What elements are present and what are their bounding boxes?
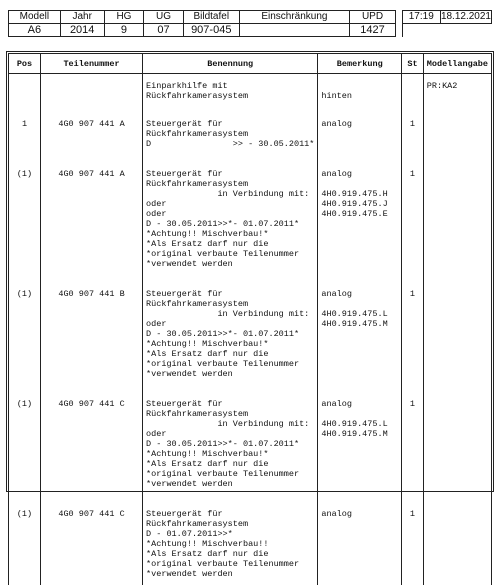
cell-name-line: *verwendet werden <box>146 479 314 489</box>
cell-name-line: *original verbaute Teilenummer <box>146 469 314 479</box>
header-gap <box>395 11 402 24</box>
label-bildtafel: Bildtafel <box>183 11 239 24</box>
cell-name-line: Steuergerät für <box>146 399 314 409</box>
cell-qty: 1 <box>402 501 424 585</box>
cell-note <box>318 501 402 585</box>
label-hg: HG <box>104 11 144 24</box>
cell-name-line: Einparkhilfe mit <box>146 81 314 91</box>
cell-name-line: D >> - 30.05.2011* <box>146 139 314 149</box>
cell-name-line: *Als Ersatz darf nur die <box>146 349 314 359</box>
cell-note-line: hinten <box>321 91 398 101</box>
value-modell: A6 <box>9 24 61 37</box>
cell-note-line: 4H0.919.475.L <box>321 419 398 429</box>
table-row <box>9 111 492 161</box>
table-row <box>9 161 492 281</box>
cell-name-line: *verwendet werden <box>146 569 314 579</box>
cell-name-line: *verwendet werden <box>146 259 314 269</box>
value-hg: 9 <box>104 24 144 37</box>
value-jahr: 2014 <box>60 24 104 37</box>
cell-note-line <box>321 179 398 189</box>
col-benennung: Benennung <box>143 54 318 74</box>
cell-note-line: 4H0.919.475.J <box>321 199 398 209</box>
cell-name-line: *Achtung!! Mischverbau!* <box>146 339 314 349</box>
col-st: St <box>402 54 424 74</box>
cell-part-number: 4G0 907 441 A <box>40 111 142 161</box>
cell-name-line: D - 01.07.2011>>* <box>146 529 314 539</box>
value-upd: 1427 <box>350 24 396 37</box>
cell-name <box>143 391 318 501</box>
cell-name-line: oder <box>146 199 314 209</box>
blank-cell-1 <box>402 24 440 37</box>
cell-name-line: Steuergerät für <box>146 169 314 179</box>
cell-model <box>423 161 491 281</box>
cell-part-number <box>40 74 142 112</box>
cell-note-line: 4H0.919.475.M <box>321 319 398 329</box>
col-teilenummer: Teilenummer <box>40 54 142 74</box>
cell-model <box>423 111 491 161</box>
cell-name <box>143 111 318 161</box>
cell-name-line: Rückfahrkamerasystem <box>146 409 314 419</box>
cell-name <box>143 74 318 112</box>
cell-note <box>318 391 402 501</box>
cell-model <box>423 391 491 501</box>
cell-name-line: Rückfahrkamerasystem <box>146 519 314 529</box>
cell-pos: (1) <box>9 501 41 585</box>
value-einschraenkung <box>239 24 349 37</box>
cell-name-line: Rückfahrkamerasystem <box>146 179 314 189</box>
col-pos: Pos <box>9 54 41 74</box>
cell-name-line: oder <box>146 429 314 439</box>
cell-part-number: 4G0 907 441 B <box>40 281 142 391</box>
label-modell: Modell <box>9 11 61 24</box>
cell-name-line: *Achtung!! Mischverbau!* <box>146 229 314 239</box>
cell-note-line: 4H0.919.475.M <box>321 429 398 439</box>
cell-name-line: in Verbindung mit: <box>146 419 314 429</box>
cell-note <box>318 74 402 112</box>
table-row <box>9 391 492 501</box>
cell-name-line: oder <box>146 209 314 219</box>
label-einschraenkung: Einschränkung <box>239 11 349 24</box>
cell-name-line: in Verbindung mit: <box>146 189 314 199</box>
cell-qty <box>402 74 424 112</box>
table-row <box>9 74 492 112</box>
cell-name-line: Steuergerät für <box>146 509 314 519</box>
cell-name-line: *original verbaute Teilenummer <box>146 559 314 569</box>
cell-part-number: 4G0 907 441 C <box>40 391 142 501</box>
header-gap-2 <box>395 24 402 37</box>
cell-qty: 1 <box>402 111 424 161</box>
cell-part-number: 4G0 907 441 C <box>40 501 142 585</box>
cell-note-line: analog <box>321 399 398 409</box>
label-upd: UPD <box>350 11 396 24</box>
value-ug: 07 <box>144 24 184 37</box>
cell-model <box>423 501 491 585</box>
cell-qty: 1 <box>402 391 424 501</box>
col-modellangabe: Modellangabe <box>423 54 491 74</box>
cell-qty: 1 <box>402 161 424 281</box>
header-label-row <box>9 11 492 24</box>
cell-name-line: *Als Ersatz darf nur die <box>146 459 314 469</box>
cell-note-line: analog <box>321 289 398 299</box>
cell-name-line: *Achtung!! Mischverbau!! <box>146 539 314 549</box>
cell-name-line: *original verbaute Teilenummer <box>146 249 314 259</box>
cell-name-line: *Achtung!! Mischverbau!* <box>146 449 314 459</box>
cell-note-line: analog <box>321 509 398 519</box>
parts-body <box>9 74 492 585</box>
cell-note-line: 4H0.919.475.L <box>321 309 398 319</box>
cell-note-line: 4H0.919.475.E <box>321 209 398 219</box>
cell-name <box>143 281 318 391</box>
label-ug: UG <box>144 11 184 24</box>
cell-note-line: analog <box>321 119 398 129</box>
cell-name-line: in Verbindung mit: <box>146 309 314 319</box>
cell-pos: (1) <box>9 281 41 391</box>
cell-pos <box>9 74 41 112</box>
date-cell: 18.12.2021 <box>440 11 491 24</box>
cell-name-line: *Als Ersatz darf nur die <box>146 549 314 559</box>
value-bildtafel: 907-045 <box>183 24 239 37</box>
cell-name-line: D - 30.05.2011>>*- 01.07.2011* <box>146 329 314 339</box>
col-bemerkung: Bemerkung <box>318 54 402 74</box>
parts-table <box>8 53 492 585</box>
cell-name-line: Rückfahrkamerasystem <box>146 91 314 101</box>
cell-name-line: Steuergerät für <box>146 289 314 299</box>
cell-name-line: D - 30.05.2011>>*- 01.07.2011* <box>146 439 314 449</box>
label-jahr: Jahr <box>60 11 104 24</box>
cell-note <box>318 281 402 391</box>
cell-note-line <box>321 81 398 91</box>
cell-model: PR:KA2 <box>423 74 491 112</box>
cell-model <box>423 281 491 391</box>
cell-name <box>143 501 318 585</box>
cell-name-line: *verwendet werden <box>146 369 314 379</box>
cell-name-line: *Als Ersatz darf nur die <box>146 239 314 249</box>
cell-pos: 1 <box>9 111 41 161</box>
cell-note-line <box>321 299 398 309</box>
cell-note-line <box>321 409 398 419</box>
cell-note <box>318 161 402 281</box>
cell-pos: (1) <box>9 391 41 501</box>
table-row <box>9 501 492 585</box>
cell-name-line: *original verbaute Teilenummer <box>146 359 314 369</box>
header-table <box>8 10 492 37</box>
time-cell: 17:19 <box>402 11 440 24</box>
cell-name-line: Steuergerät für <box>146 119 314 129</box>
cell-note <box>318 111 402 161</box>
cell-part-number: 4G0 907 441 A <box>40 161 142 281</box>
cell-note-line: analog <box>321 169 398 179</box>
cell-name <box>143 161 318 281</box>
cell-name-line: D - 30.05.2011>>*- 01.07.2011* <box>146 219 314 229</box>
cell-pos: (1) <box>9 161 41 281</box>
cell-name-line: oder <box>146 319 314 329</box>
table-row <box>9 281 492 391</box>
parts-header-row <box>9 54 492 74</box>
cell-name-line: Rückfahrkamerasystem <box>146 299 314 309</box>
cell-qty: 1 <box>402 281 424 391</box>
cell-name-line: Rückfahrkamerasystem <box>146 129 314 139</box>
blank-cell-2 <box>440 24 491 37</box>
cell-note-line: 4H0.919.475.H <box>321 189 398 199</box>
header-value-row <box>9 24 492 37</box>
